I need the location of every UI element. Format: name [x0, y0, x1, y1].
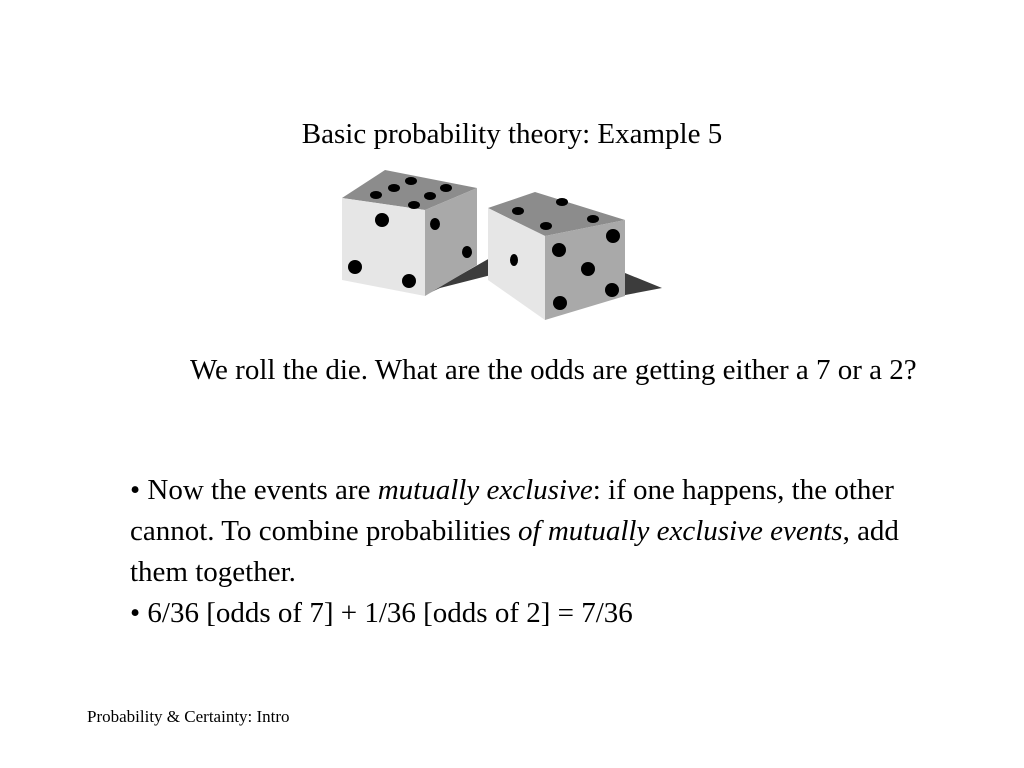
slide-title: Basic probability theory: Example 5	[301, 118, 723, 150]
bullet-mutually-exclusive	[130, 470, 930, 593]
bullet-text-part: : if one happens, the other cannot. To combine probabilities	[130, 474, 894, 547]
bullet-marker: •	[130, 597, 148, 629]
bullet-list	[130, 470, 930, 634]
slide-footer: Probability & Certainty: Intro	[87, 707, 290, 726]
bullet-marker: •	[130, 474, 148, 506]
calculation-text: 6/36 [odds of 7] + 1/36 [odds of 2] = 7/36	[147, 597, 633, 629]
emphasis-mutually-exclusive: mutually exclusive	[377, 474, 593, 506]
bullet-text-part: , add them together.	[130, 515, 899, 588]
bullet-calculation	[130, 593, 930, 634]
die-right	[488, 192, 625, 320]
emphasis-mutually-exclusive-events: of mutually exclusive events	[518, 515, 843, 547]
question-text: We roll the die. What are the odds are getting either a 7 or a 2?	[190, 354, 917, 386]
bullet-text-part: Now the events are	[147, 474, 378, 506]
pair-of-dice-icon	[330, 168, 670, 328]
